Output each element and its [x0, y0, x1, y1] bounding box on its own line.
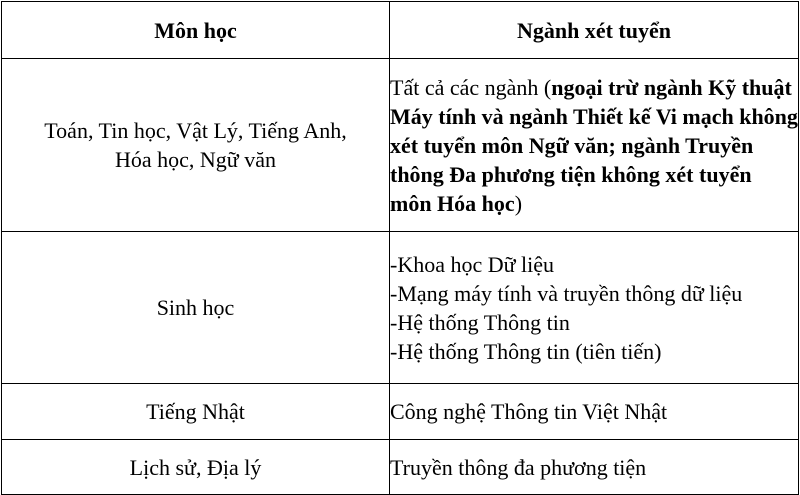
subject-line: Toán, Tin học, Vật Lý, Tiếng Anh,: [44, 118, 347, 143]
subject-cell: [2, 384, 390, 440]
major-cell: [390, 440, 799, 495]
major-text-prefix: Tất cả các ngành (: [390, 74, 552, 100]
subject-line: Hóa học, Ngữ văn: [115, 147, 276, 172]
major-line: -Hệ thống Thông tin (tiên tiến): [390, 338, 662, 364]
subject-cell: [2, 440, 390, 495]
subject-line: Tiếng Nhật: [146, 399, 245, 424]
major-line: Truyền thông đa phương tiện: [390, 454, 647, 480]
major-line: Công nghệ Thông tin Việt Nhật: [390, 399, 668, 424]
major-cell: [390, 59, 799, 232]
major-cell: [390, 384, 799, 440]
major-line: -Khoa học Dữ liệu: [390, 251, 555, 277]
header-major: Ngành xét tuyển: [390, 2, 799, 59]
table-header-row: [2, 2, 799, 59]
table-row: [2, 384, 799, 440]
table-row: [2, 59, 799, 232]
major-line: -Hệ thống Thông tin: [390, 309, 570, 335]
table-row: [2, 232, 799, 384]
major-text-suffix: ): [514, 190, 523, 216]
major-cell: [390, 232, 799, 384]
subject-cell: [2, 232, 390, 384]
table-row: [2, 440, 799, 495]
subject-line: Lịch sử, Địa lý: [129, 454, 262, 480]
subject-line: Sinh học: [156, 295, 235, 320]
subject-cell: [2, 59, 390, 232]
admission-subject-table: [1, 1, 799, 495]
major-text-exception: ngoại trừ ngành Kỹ thuật Máy tính và ngành Thiết kế Vi mạch không xét tuyển môn Ngữ văn; ngành Truyền thông Đa phương tiện không xét tuyển môn Hóa học: [390, 74, 798, 216]
major-line: -Mạng máy tính và truyền thông dữ liệu: [390, 280, 743, 306]
header-subject: Môn học: [2, 2, 390, 59]
